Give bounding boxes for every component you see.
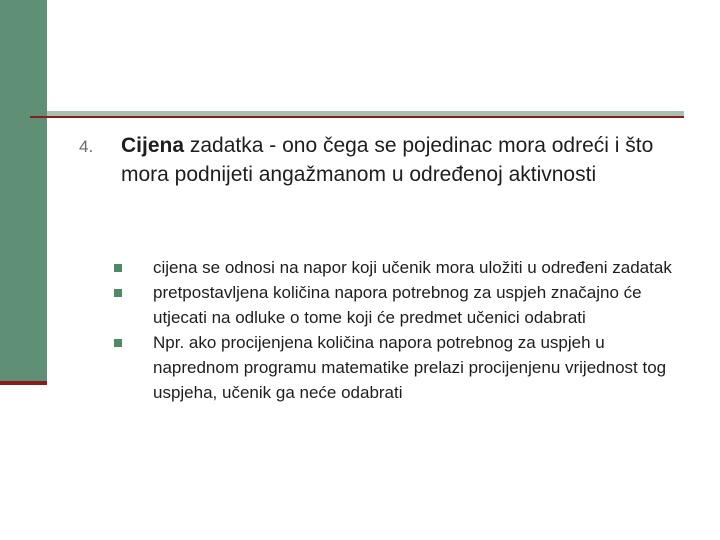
- item-number: 4.: [79, 137, 94, 156]
- title-rule-red: [30, 116, 684, 118]
- left-accent-red-line: [0, 381, 47, 385]
- main-statement: [121, 131, 661, 189]
- bullet-item: [114, 280, 674, 330]
- bullet-text: Npr. ako procijenjena količina napora potrebnog za uspjeh u naprednom programu matematike prelazi procijenjenu vrijednost tog uspjeha, učenik ga neće odabrati: [153, 333, 667, 402]
- square-bullet-icon: [114, 339, 122, 347]
- bullet-text: cijena se odnosi na napor koji učenik mora uložiti u određeni zadatak: [153, 258, 672, 277]
- square-bullet-icon: [114, 289, 122, 297]
- main-statement-lead: Cijena: [121, 134, 185, 157]
- bullet-list: [114, 255, 674, 405]
- square-bullet-icon: [114, 264, 122, 272]
- bullet-item: [114, 255, 674, 280]
- main-statement-rest: zadatka - ono čega se pojedinac mora odreći i što mora podnijeti angažmanom u određenoj aktivnosti: [121, 134, 654, 186]
- left-accent-bar: [0, 0, 47, 383]
- bullet-item: [114, 330, 674, 405]
- bullet-text: pretpostavljena količina napora potrebnog za uspjeh značajno će utjecati na odluke o tome koji će predmet učenici odabrati: [153, 283, 642, 327]
